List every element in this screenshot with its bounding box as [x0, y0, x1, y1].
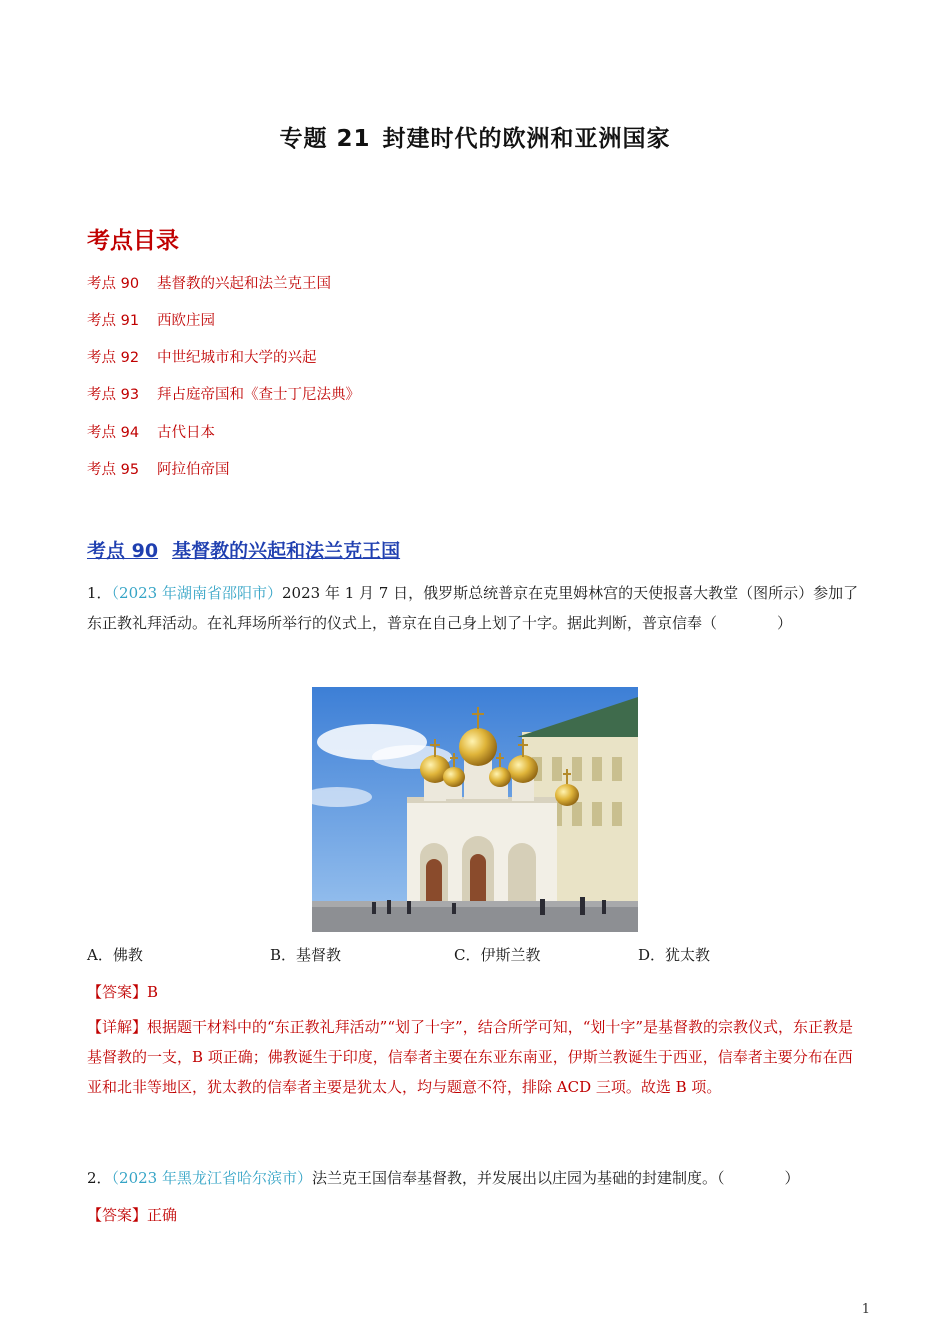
option-c[interactable]: C．伊斯兰教 [454, 946, 541, 964]
question-source: （2023 年黑龙江省哈尔滨市） [111, 1169, 312, 1187]
answer-line: 【答案】B [87, 983, 159, 1001]
toc-item[interactable]: 考点 92 中世纪城市和大学的兴起 [87, 350, 317, 366]
option-d[interactable]: D．犹太教 [638, 946, 711, 964]
answer-line: 【答案】正确 [87, 1206, 178, 1224]
toc-item[interactable]: 考点 94 古代日本 [87, 425, 215, 441]
option-a[interactable]: A．佛教 [87, 946, 143, 964]
question-1: 1．（2023 年湖南省邵阳市）2023 年 1 月 7 日，俄罗斯总统普京在克里姆林宫的天使报喜大教堂（图所示）参加了东正教礼拜活动。在礼拜场所举行的仪式上，普京在自己身上划了十字。据此判断，普京信奉（ ） [87, 584, 859, 632]
option-b[interactable]: B．基督教 [270, 946, 342, 964]
toc-item[interactable]: 考点 91 西欧庄园 [87, 313, 215, 329]
question-2: 2．（2023 年黑龙江省哈尔滨市）法兰克王国信奉基督教，并发展出以庄园为基础的封建制度。（ ） [87, 1169, 800, 1187]
toc-item[interactable]: 考点 93 拜占庭帝国和《查士丁尼法典》 [87, 387, 360, 403]
answer-detail: 【详解】根据题干材料中的“东正教礼拜活动”“划了十字”，结合所学可知，“划十字”是基督教的宗教仪式，东正教是基督教的一支，B 项正确；佛教诞生于印度，信奉者主要在东亚东南亚，伊斯兰教诞生于西亚，信奉者主要分布在西亚和北非等地区，犹太教的信奉者主要是犹太人，均与题意不符，排除 ACD 三项。故选 B 项。 [87, 1018, 854, 1096]
page-number: 1 [861, 1302, 870, 1317]
toc-item[interactable]: 考点 90 基督教的兴起和法兰克王国 [87, 276, 331, 292]
cathedral-photo [312, 687, 638, 932]
toc-item[interactable]: 考点 95 阿拉伯帝国 [87, 462, 230, 478]
page-title: 专题 21 封建时代的欧洲和亚洲国家 [279, 126, 671, 152]
section-heading[interactable]: 考点 90 基督教的兴起和法兰克王国 [87, 540, 401, 562]
toc-heading: 考点目录 [87, 228, 179, 254]
question-source: （2023 年湖南省邵阳市） [111, 584, 282, 602]
